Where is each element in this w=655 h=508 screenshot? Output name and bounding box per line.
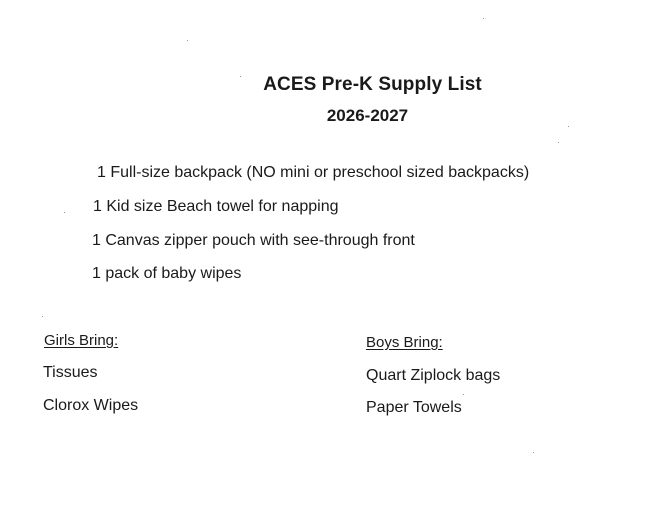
scan-speck <box>568 126 569 127</box>
scan-speck <box>187 40 188 41</box>
list-item: 1 Kid size Beach towel for napping <box>93 198 339 215</box>
page-title: ACES Pre-K Supply List <box>263 74 482 95</box>
scan-speck <box>64 212 65 213</box>
girls-item: Tissues <box>43 364 98 381</box>
boys-bring-heading: Boys Bring: <box>366 334 443 351</box>
girls-item: Clorox Wipes <box>43 397 139 414</box>
scan-speck <box>240 76 241 77</box>
list-item: 1 pack of baby wipes <box>92 265 242 282</box>
scan-speck <box>483 18 484 19</box>
list-item: 1 Canvas zipper pouch with see-through front <box>92 232 415 249</box>
scan-speck <box>463 394 464 395</box>
boys-item: Quart Ziplock bags <box>366 367 501 384</box>
list-item: 1 Full-size backpack (NO mini or preschool sized backpacks) <box>97 164 530 181</box>
school-year: 2026-2027 <box>326 106 409 125</box>
girls-bring-heading: Girls Bring: <box>44 332 119 349</box>
boys-item: Paper Towels <box>366 399 462 416</box>
scan-speck <box>558 142 559 143</box>
scan-speck <box>42 316 43 317</box>
scan-speck <box>533 452 534 453</box>
